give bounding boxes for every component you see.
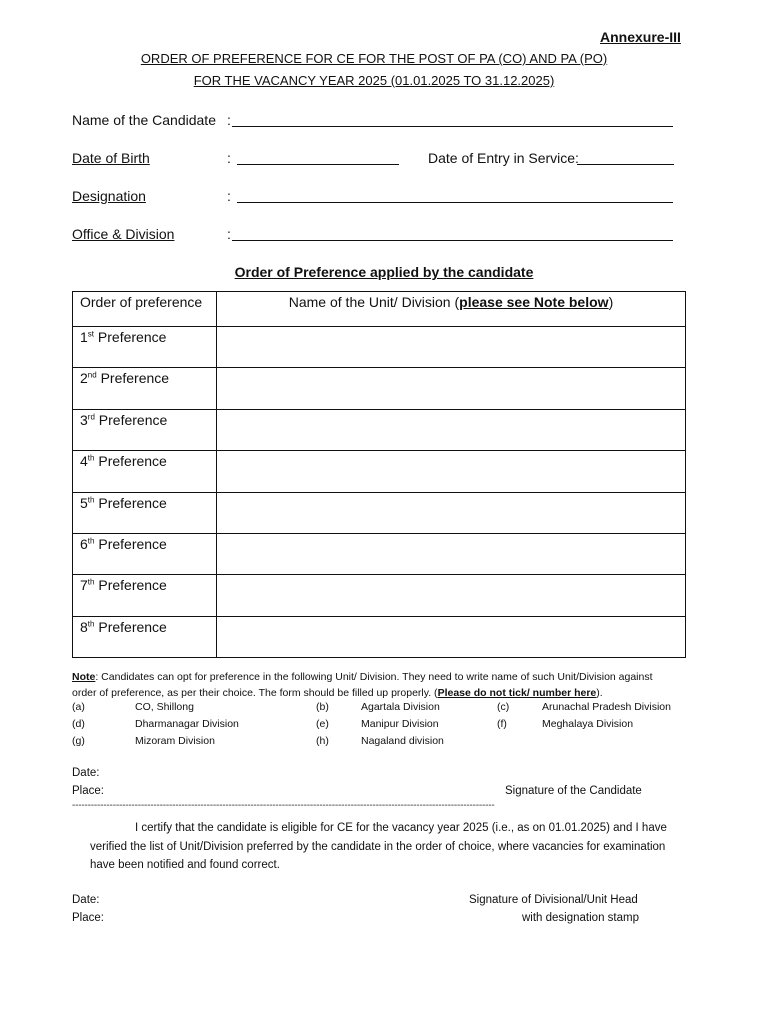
preference-number: 5 bbox=[80, 494, 88, 511]
col-header-unit-pre: Name of the Unit/ Division ( bbox=[288, 294, 460, 310]
preference-ordinal-suffix: th bbox=[87, 536, 95, 546]
note-label: Note bbox=[72, 671, 96, 683]
dob-label: Date of Birth bbox=[72, 150, 150, 166]
preference-ordinal-suffix: nd bbox=[87, 370, 97, 380]
name-field-line[interactable] bbox=[232, 126, 673, 127]
division-key: (c) bbox=[497, 701, 510, 713]
unit-division-input-cell[interactable] bbox=[217, 409, 686, 450]
note-bold-text: Please do not tick/ number here bbox=[437, 687, 597, 699]
preference-heading: Order of Preference applied by the candidate bbox=[234, 264, 534, 280]
division-key: (g) bbox=[72, 735, 85, 747]
candidate-signature-label: Signature of the Candidate bbox=[505, 785, 642, 797]
preference-number: 4 bbox=[80, 453, 88, 470]
office-label: Office & Division bbox=[72, 226, 175, 242]
table-row bbox=[73, 451, 686, 492]
division-name: Dharmanagar Division bbox=[135, 718, 239, 730]
preference-table bbox=[72, 291, 686, 658]
form-title-line1: ORDER OF PREFERENCE FOR CE FOR THE POST OF PA (CO) AND PA (PO) bbox=[140, 51, 608, 66]
designation-field-line[interactable] bbox=[237, 202, 673, 203]
unit-division-input-cell[interactable] bbox=[217, 492, 686, 533]
preference-label: Preference bbox=[94, 494, 167, 511]
preference-number: 3 bbox=[80, 411, 88, 428]
division-key: (h) bbox=[316, 735, 329, 747]
unit-division-input-cell[interactable] bbox=[217, 575, 686, 616]
preference-label-cell bbox=[73, 616, 217, 657]
table-row bbox=[73, 575, 686, 616]
certification-paragraph: I certify that the candidate is eligible for CE for the vacancy year 2025 (i.e., as on 01.01.2025) and I have verified the list of Unit/Division preferred by the candidate in the order of choice, where vacancies for examination have been notified and found correct. bbox=[90, 822, 667, 871]
office-colon: : bbox=[227, 226, 231, 242]
name-label: Name of the Candidate bbox=[72, 112, 216, 128]
preference-number: 1 bbox=[80, 329, 88, 345]
division-key: (f) bbox=[497, 718, 507, 730]
preference-label-cell bbox=[73, 575, 217, 616]
dob-field-line[interactable] bbox=[237, 164, 399, 165]
preference-label: Preference bbox=[94, 329, 167, 345]
preference-number: 6 bbox=[80, 535, 88, 552]
preference-label-cell bbox=[73, 409, 217, 450]
unit-division-input-cell[interactable] bbox=[217, 327, 686, 368]
table-row bbox=[73, 327, 686, 368]
preference-label: Preference bbox=[94, 618, 167, 635]
col-header-unit bbox=[217, 292, 686, 327]
division-name: CO, Shillong bbox=[135, 701, 194, 713]
unit-division-input-cell[interactable] bbox=[217, 368, 686, 409]
table-row bbox=[73, 492, 686, 533]
annexure-label: Annexure-III bbox=[600, 29, 681, 45]
division-key: (d) bbox=[72, 718, 85, 730]
table-row bbox=[73, 368, 686, 409]
designation-colon: : bbox=[227, 188, 231, 204]
doe-field-line[interactable] bbox=[577, 164, 674, 165]
office-field-line[interactable] bbox=[232, 240, 673, 241]
preference-ordinal-suffix: th bbox=[87, 453, 95, 463]
division-name: Agartala Division bbox=[361, 701, 440, 713]
preference-label-cell bbox=[73, 492, 217, 533]
division-name: Arunachal Pradesh Division bbox=[542, 701, 671, 713]
dob-colon: : bbox=[227, 150, 231, 166]
preference-label: Preference bbox=[96, 370, 170, 387]
preference-ordinal-suffix: th bbox=[87, 619, 95, 629]
division-name: Manipur Division bbox=[361, 718, 439, 730]
head-place-label: Place: bbox=[72, 912, 104, 924]
preference-ordinal-suffix: st bbox=[87, 329, 95, 339]
unit-division-input-cell[interactable] bbox=[217, 616, 686, 657]
doe-label: Date of Entry in Service: bbox=[428, 150, 579, 166]
note-text1: : Candidates can opt for preference in the following Unit/ Division. They need to write name of such Unit/Division against order of preference, as per their choice. The form should be filled up properly. ( bbox=[72, 671, 653, 699]
preference-label-cell bbox=[73, 533, 217, 574]
col-header-order: Order of preference bbox=[73, 292, 217, 327]
division-name: Mizoram Division bbox=[135, 735, 215, 747]
division-key: (b) bbox=[316, 701, 329, 713]
col-header-unit-post: ) bbox=[608, 294, 614, 310]
preference-label-cell bbox=[73, 327, 217, 368]
division-name: Nagaland division bbox=[361, 735, 444, 747]
division-key: (e) bbox=[316, 718, 329, 730]
name-colon: : bbox=[227, 112, 231, 128]
designation-stamp-label: with designation stamp bbox=[522, 912, 639, 924]
form-title-line2: FOR THE VACANCY YEAR 2025 (01.01.2025 TO 31.12.2025) bbox=[193, 73, 555, 88]
candidate-place-label: Place: bbox=[72, 785, 104, 797]
designation-label: Designation bbox=[72, 188, 146, 204]
preference-label-cell bbox=[73, 451, 217, 492]
unit-division-input-cell[interactable] bbox=[217, 533, 686, 574]
note-text2: ). bbox=[596, 687, 603, 699]
preference-ordinal-suffix: th bbox=[87, 577, 95, 587]
table-row bbox=[73, 409, 686, 450]
division-name: Meghalaya Division bbox=[542, 718, 634, 730]
preference-ordinal-suffix: rd bbox=[87, 412, 95, 422]
division-key: (a) bbox=[72, 701, 85, 713]
preference-label-cell bbox=[73, 368, 217, 409]
preference-label: Preference bbox=[94, 453, 167, 470]
table-header-row bbox=[73, 292, 686, 327]
table-row bbox=[73, 533, 686, 574]
preference-label: Preference bbox=[94, 411, 168, 428]
preference-label: Preference bbox=[94, 535, 167, 552]
preference-number: 2 bbox=[80, 370, 88, 387]
divider-dashes: --------------------------------------------------------------------------------------------------------------------------------------- bbox=[72, 800, 495, 811]
preference-number: 7 bbox=[80, 577, 88, 594]
preference-label: Preference bbox=[94, 577, 167, 594]
head-signature-label: Signature of Divisional/Unit Head bbox=[469, 894, 638, 906]
unit-division-input-cell[interactable] bbox=[217, 451, 686, 492]
candidate-date-label: Date: bbox=[72, 767, 100, 779]
head-date-label: Date: bbox=[72, 894, 100, 906]
preference-ordinal-suffix: th bbox=[87, 494, 95, 504]
preference-number: 8 bbox=[80, 618, 88, 635]
see-note-link: please see Note below bbox=[459, 294, 609, 310]
note-paragraph bbox=[72, 669, 672, 701]
table-row bbox=[73, 616, 686, 657]
